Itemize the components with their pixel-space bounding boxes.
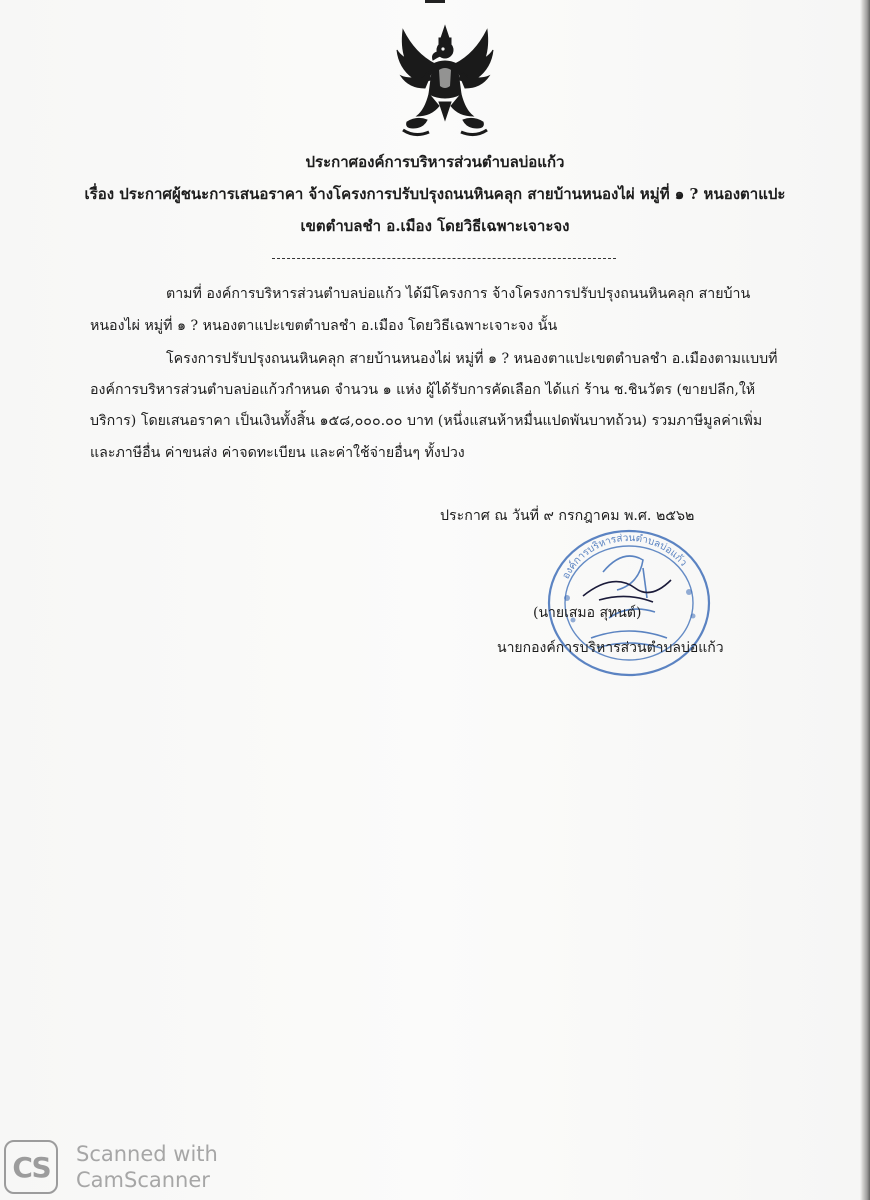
announcement-title: ประกาศองค์การบริหารส่วนตำบลบ่อแก้ว xyxy=(305,153,565,171)
signatory-title: นายกองค์การบริหารส่วนตำบลบ่อแก้ว xyxy=(497,640,724,656)
camscanner-logo-icon: CS xyxy=(4,1140,58,1194)
body-paragraph-line: โครงการปรับปรุงถนนหินคลุก สายบ้านหนองไผ่ หมู่ที่ ๑ ? หนองตาแปะเขตตำบลชำ อ.เมืองตามแบบที่ xyxy=(166,351,778,367)
watermark-line-2: CamScanner xyxy=(76,1168,210,1192)
body-paragraph-line: บริการ) โดยเสนอราคา เป็นเงินทั้งสิ้น ๑๕๘,๐๐๐.๐๐ บาท (หนึ่งแสนห้าหมื่นแปดพันบาทถ้วน) รวมภาษีมูลค่าเพิ่ม xyxy=(90,413,763,429)
body-paragraph-line: องค์การบริหารส่วนตำบลบ่อแก้วกำหนด จำนวน ๑ แห่ง ผู้ได้รับการคัดเลือก ได้แก่ ร้าน ช.ชินวัตร (ขายปลีก,ให้ xyxy=(90,382,756,398)
scanner-watermark xyxy=(76,1141,218,1193)
scan-mark xyxy=(425,0,445,3)
watermark-line-1: Scanned with xyxy=(76,1142,218,1166)
signatory-name: (นายเสมอ สุทนต์) xyxy=(533,605,642,621)
separator-rule xyxy=(272,258,616,259)
announcement-date: ประกาศ ณ วันที่ ๙ กรกฎาคม พ.ศ. ๒๕๖๒ xyxy=(440,508,695,524)
svg-text:องค์การบริหารส่วนตำบลบ่อแก้ว: องค์การบริหารส่วนตำบลบ่อแก้ว xyxy=(560,532,689,581)
body-paragraph-line: และภาษีอื่น ค่าขนส่ง ค่าจดทะเบียน และค่าใช้จ่ายอื่นๆ ทั้งปวง xyxy=(90,445,465,461)
body-paragraph-line: ตามที่ องค์การบริหารส่วนตำบลบ่อแก้ว ได้มีโครงการ จ้างโครงการปรับปรุงถนนหินคลุก สายบ้าน xyxy=(166,286,751,302)
page-edge xyxy=(860,0,870,1200)
announcement-subject: เรื่อง ประกาศผู้ชนะการเสนอราคา จ้างโครงการปรับปรุงถนนหินคลุก สายบ้านหนองไผ่ หมู่ที่ ๑ ? หนองตาแปะ xyxy=(84,185,786,203)
garuda-emblem-icon xyxy=(395,24,495,142)
body-paragraph-line: หนองไผ่ หมู่ที่ ๑ ? หนองตาแปะเขตตำบลชำ อ.เมือง โดยวิธีเฉพาะเจาะจง นั้น xyxy=(90,318,558,334)
announcement-subject-cont: เขตตำบลชำ อ.เมือง โดยวิธีเฉพาะเจาะจง xyxy=(300,217,570,235)
